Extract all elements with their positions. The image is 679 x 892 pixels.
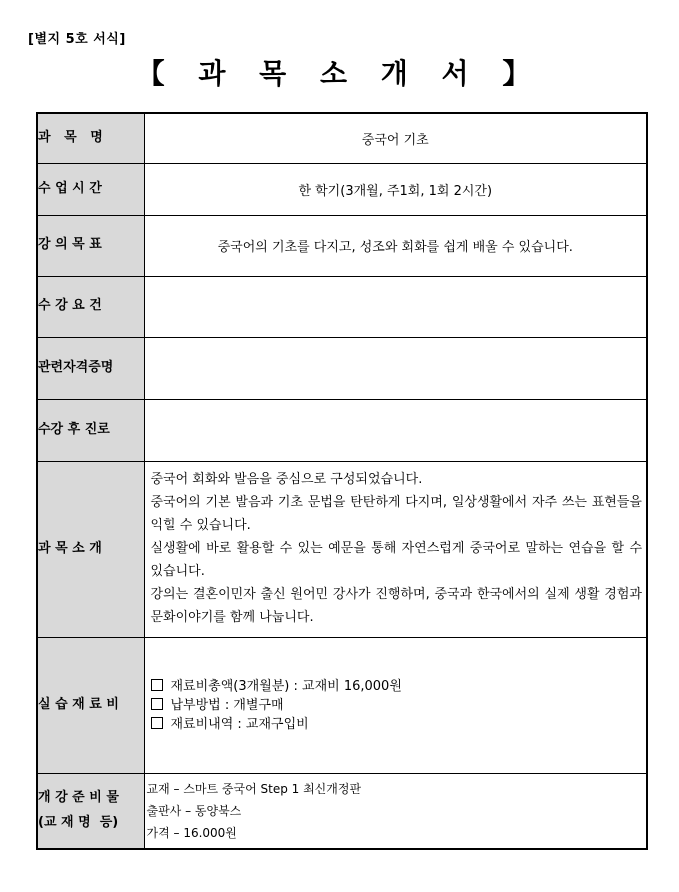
- preparation-line: 교재 – 스마트 중국어 Step 1 최신개정판: [146, 781, 362, 796]
- form-number: [별지 5호 서식]: [28, 32, 126, 47]
- row-class-time: [37, 163, 647, 215]
- label-certification: 관련자격증명: [37, 337, 144, 399]
- checkbox-icon: [151, 717, 163, 729]
- checkbox-icon: [151, 679, 163, 691]
- row-certification: [37, 337, 647, 399]
- value-objective: 중국어의 기초를 다지고, 성조와 회화를 쉽게 배울 수 있습니다.: [144, 215, 647, 276]
- row-preparation: [37, 773, 647, 849]
- intro-paragraph: 중국어의 기본 발음과 기초 문법을 탄탄하게 다지며, 일상생활에서 자주 쓰는 표현들을 익힐 수 있습니다.: [150, 494, 642, 533]
- value-introduction: [144, 461, 647, 637]
- row-introduction: [37, 461, 647, 637]
- label-preparation-line1: 개 강 준 비 물: [38, 790, 119, 806]
- value-class-time: 한 학기(3개월, 주1회, 1회 2시간): [144, 163, 647, 215]
- row-subject-name: [37, 113, 647, 163]
- supply-item: [151, 696, 641, 715]
- intro-paragraph: 실생활에 바로 활용할 수 있는 예문을 통해 자연스럽게 중국어로 말하는 연습을 할 수 있습니다.: [150, 540, 642, 579]
- preparation-line: 가격 – 16.000원: [146, 825, 237, 840]
- label-class-time: 수 업 시 간: [37, 163, 144, 215]
- label-preparation: [37, 773, 144, 849]
- value-requirements: [144, 276, 647, 337]
- label-career: 수강 후 진로: [37, 399, 144, 461]
- value-supplies: [144, 637, 647, 773]
- row-career: [37, 399, 647, 461]
- label-subject-name: 과 목 명: [37, 113, 144, 163]
- checkbox-icon: [151, 698, 163, 710]
- value-subject-name: 중국어 기초: [144, 113, 647, 163]
- value-preparation: [144, 773, 647, 849]
- document-title: 【 과 목 소 개 서 】: [136, 57, 543, 90]
- intro-paragraph: 중국어 회화와 발음을 중심으로 구성되었습니다.: [150, 471, 423, 487]
- preparation-line: 출판사 – 동양북스: [146, 803, 242, 818]
- label-introduction: 과 목 소 개: [37, 461, 144, 637]
- label-objective: 강 의 목 표: [37, 215, 144, 276]
- supply-item-text: 재료비내역 : 교재구입비: [170, 716, 309, 732]
- label-requirements: 수 강 요 건: [37, 276, 144, 337]
- supply-item-text: 재료비총액(3개월분) : 교재비 16,000원: [170, 678, 402, 694]
- label-supplies: 실 습 재 료 비: [37, 637, 144, 773]
- value-certification: [144, 337, 647, 399]
- supply-item: [151, 715, 641, 734]
- course-intro-form: [36, 112, 648, 850]
- label-preparation-line2: (교 재 명 등): [38, 814, 119, 830]
- value-career: [144, 399, 647, 461]
- supply-item: [151, 677, 641, 696]
- intro-paragraph: 강의는 결혼이민자 출신 원어민 강사가 진행하며, 중국과 한국에서의 실제 생활 경험과 문화이야기를 함께 나눕니다.: [150, 586, 642, 625]
- row-requirements: [37, 276, 647, 337]
- row-supplies: [37, 637, 647, 773]
- row-objective: [37, 215, 647, 276]
- supply-item-text: 납부방법 : 개별구매: [170, 697, 284, 713]
